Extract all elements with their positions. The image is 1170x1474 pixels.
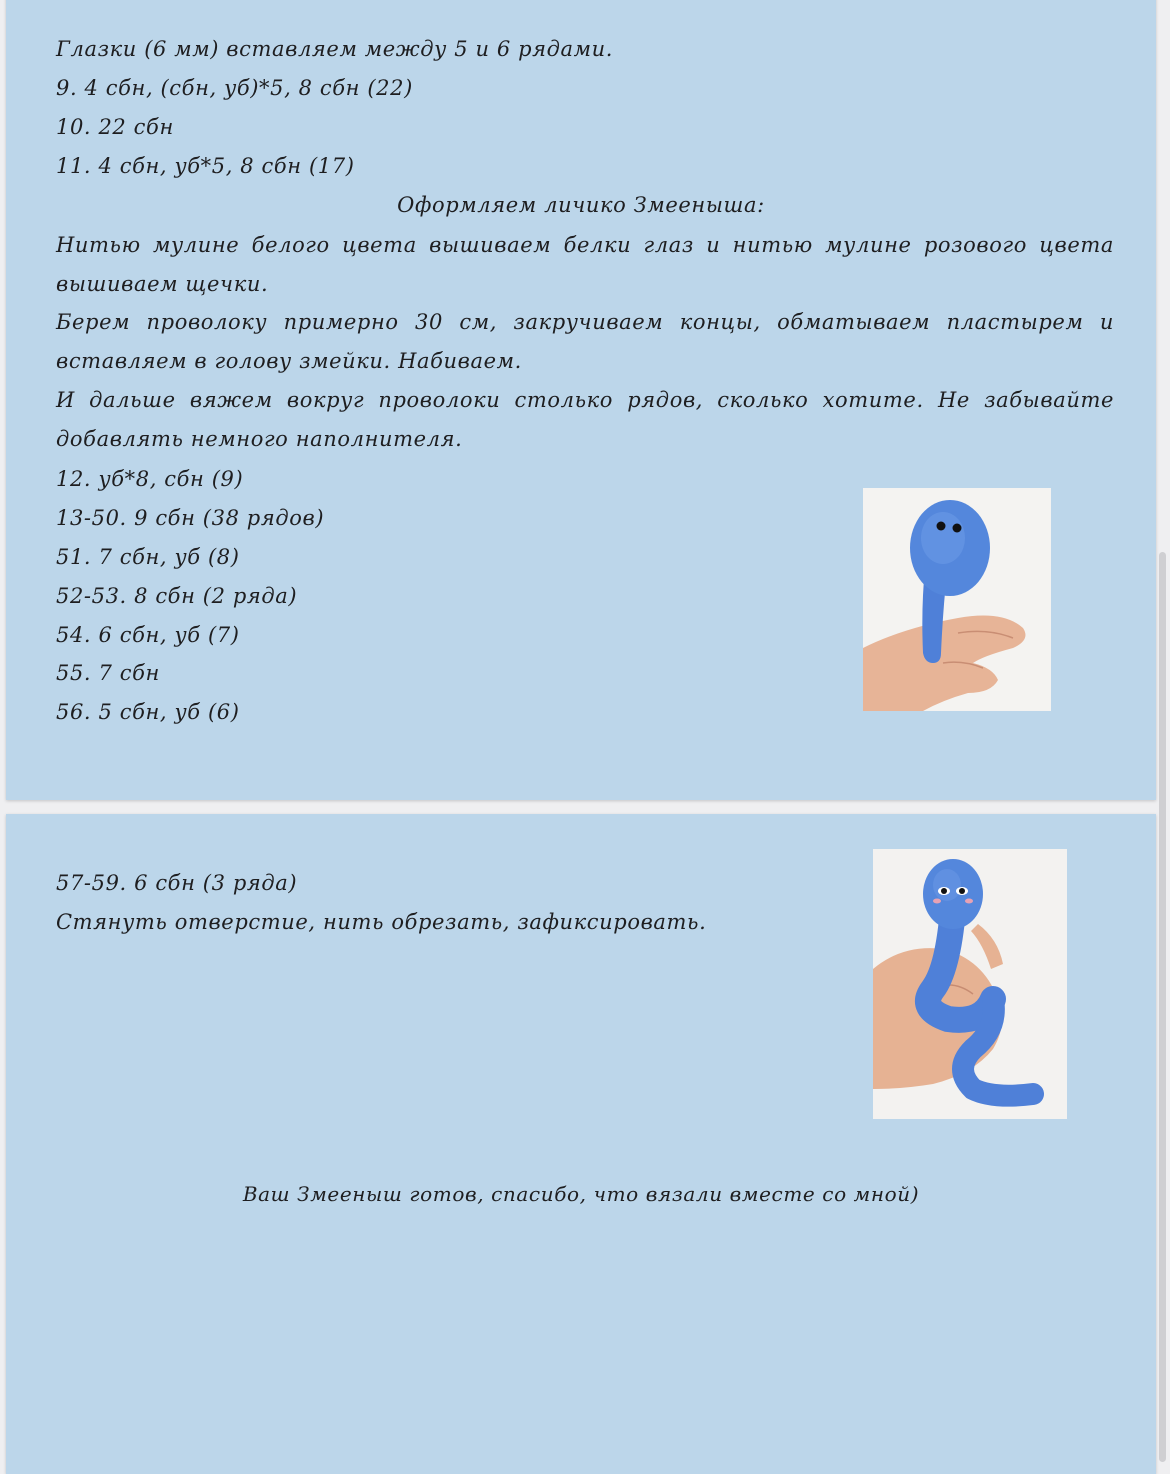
scrollbar-thumb[interactable]	[1159, 552, 1166, 1462]
paragraph-continue: И дальше вяжем вокруг проволоки столько рядов, сколько хотите. Не забывайте добавлять немного наполнителя.	[56, 388, 1114, 451]
finish-instruction: Стянуть отверстие, нить обрезать, зафиксировать.	[56, 910, 707, 934]
section-heading: Оформляем личико Змееныша:	[397, 193, 765, 217]
row-57-59: 57-59. 6 сбн (3 ряда)	[56, 871, 298, 895]
row-56: 56. 5 сбн, уб (6)	[56, 700, 240, 724]
paragraph-wire: Берем проволоку примерно 30 см, закручиваем концы, обматываем пластырем и вставляем в голову змейки. Набиваем.	[56, 310, 1114, 373]
row-13-50: 13-50. 9 сбн (38 рядов)	[56, 506, 325, 530]
closing-message: Ваш Змееныш готов, спасибо, что вязали вместе со мной)	[242, 1182, 920, 1206]
snake-head-illustration	[863, 488, 1051, 711]
finished-snake-photo	[873, 849, 1067, 1119]
row-11: 11. 4 сбн, уб*5, 8 сбн (17)	[56, 154, 355, 178]
row-55: 55. 7 сбн	[56, 661, 160, 685]
finished-snake-illustration	[873, 849, 1067, 1119]
row-51: 51. 7 сбн, уб (8)	[56, 545, 240, 569]
eyes-instruction: Глазки (6 мм) вставляем между 5 и 6 рядами.	[56, 37, 614, 61]
row-12: 12. уб*8, сбн (9)	[56, 467, 244, 491]
paragraph-embroidery: Нитью мулине белого цвета вышиваем белки глаз и нитью мулине розового цвета вышиваем щечки.	[56, 233, 1114, 296]
row-10: 10. 22 сбн	[56, 115, 174, 139]
row-54: 54. 6 сбн, уб (7)	[56, 623, 240, 647]
snake-head-photo	[863, 488, 1051, 711]
row-52-53: 52-53. 8 сбн (2 ряда)	[56, 584, 298, 608]
document-page-1	[6, 0, 1156, 800]
row-9: 9. 4 сбн, (сбн, уб)*5, 8 сбн (22)	[56, 76, 413, 100]
document-page-2	[6, 814, 1156, 1474]
